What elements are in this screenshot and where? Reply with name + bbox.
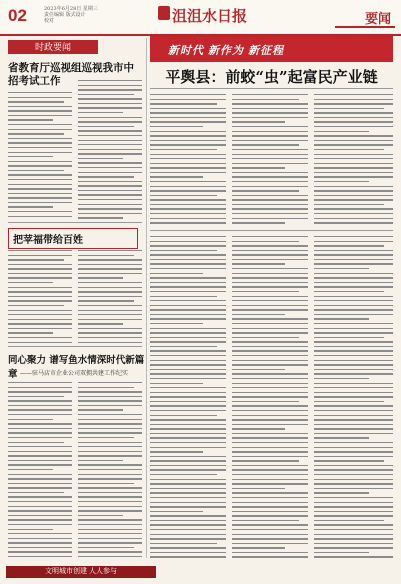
meta-line: 责任编辑 版式设计 xyxy=(44,12,86,18)
article-body xyxy=(78,80,142,220)
article-body xyxy=(150,94,226,224)
meta-line: 校对 xyxy=(44,18,55,24)
article-body xyxy=(8,92,72,220)
headline-left-middle: 把苹福带给百姓 xyxy=(8,228,138,249)
article-body xyxy=(78,250,142,346)
article-body xyxy=(232,236,308,558)
section-rule xyxy=(150,230,393,231)
column-divider xyxy=(146,38,147,558)
page-header xyxy=(0,0,401,36)
page-number: 02 xyxy=(8,6,27,25)
banner-text: 新时代 新作为 新征程 xyxy=(168,45,285,57)
article-body xyxy=(314,94,393,224)
headline-rule xyxy=(150,88,393,89)
footer-slogan-banner: 文明城市创建 人人参与 xyxy=(6,566,156,578)
masthead-seal-icon xyxy=(158,6,170,20)
section-underline xyxy=(335,26,395,28)
masthead: 沮沮水日报 xyxy=(172,7,248,25)
headline-left-top: 省教育厅巡视组巡视我市中招考试工作 xyxy=(8,62,134,87)
article-body xyxy=(150,236,226,558)
section-title: 要闻 xyxy=(364,11,391,26)
feature-banner xyxy=(150,36,393,62)
column-tag: 时政要闻 xyxy=(8,40,98,54)
headline-main: 平舆县：前蛟“虫”起富民产业链 xyxy=(165,68,378,86)
section-rule xyxy=(8,222,142,223)
article-body xyxy=(314,236,393,558)
issue-meta xyxy=(44,6,114,24)
subheadline-left-bottom: ——驻马店市企业公司双拥共建工作纪实 xyxy=(20,370,129,377)
article-body xyxy=(8,250,72,346)
headline-left-bottom: 同心聚力 谱写鱼水情深时代新篇章 xyxy=(8,355,145,380)
meta-line: 2023年6月28日 星期三 xyxy=(44,6,98,12)
article-body xyxy=(8,382,72,560)
article-body xyxy=(232,94,308,224)
article-body xyxy=(78,382,142,560)
section-rule xyxy=(8,346,142,347)
